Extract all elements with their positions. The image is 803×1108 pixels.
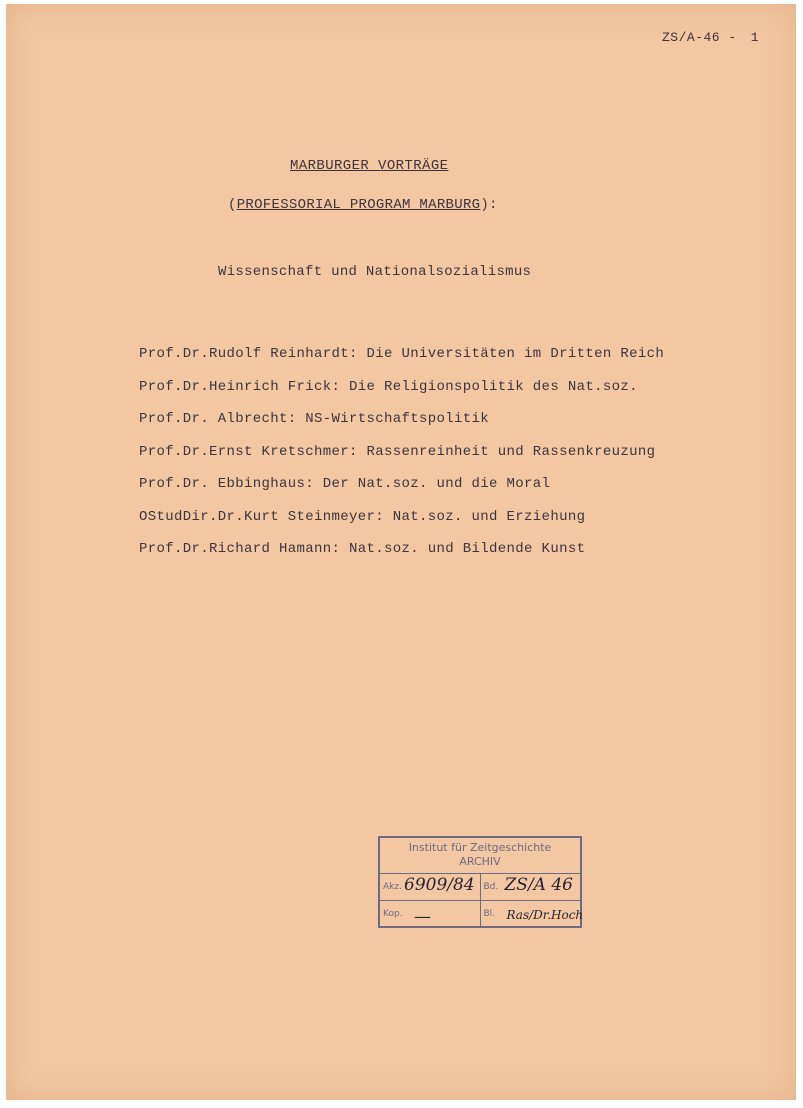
lecture-item: OStudDir.Dr.Kurt Steinmeyer: Nat.soz. und Erziehung — [139, 508, 586, 525]
lecture-item: Prof.Dr. Albrecht: NS-Wirtschaftspolitik — [139, 411, 490, 427]
lecture-item: Prof.Dr.Ernst Kretschmer: Rassenreinheit und Rassenkreuzung — [139, 443, 656, 460]
stamp-bl-label: Bl. — [483, 909, 496, 919]
stamp-akz-value: 6909/84 — [404, 875, 475, 895]
document-title: MARBURGER VORTRÄGE — [290, 158, 449, 174]
lecture-item: Prof.Dr.Richard Hamann: Nat.soz. und Bildende Kunst — [139, 541, 586, 557]
archive-stamp — [378, 836, 582, 928]
stamp-kop-label: Kop. — [383, 909, 403, 919]
stamp-bd-value: ZS/A 46 — [504, 875, 573, 895]
stamp-kop-cell — [380, 901, 480, 927]
stamp-institute: Institut für Zeitgeschichte — [408, 841, 552, 854]
stamp-kop-value: — — [414, 907, 431, 927]
subtitle-close: ): — [480, 197, 498, 213]
stamp-archive: ARCHIV — [459, 855, 501, 868]
lecture-item: Prof.Dr.Heinrich Frick: Die Religionspolitik des Nat.soz. — [139, 378, 638, 395]
page-number: 1 — [750, 30, 760, 45]
subtitle-text: PROFESSORIAL PROGRAM MARBURG — [236, 197, 481, 213]
subtitle-open: ( — [228, 197, 237, 213]
reference-code: ZS/A-46 - — [662, 30, 737, 45]
stamp-akz-label: Akz. — [383, 882, 402, 892]
stamp-header — [380, 838, 580, 874]
stamp-akz-cell — [380, 874, 480, 900]
document-theme: Wissenschaft und Nationalsozialismus — [218, 264, 532, 280]
stamp-bl-value: Ras/Dr.Hoch — [506, 908, 584, 922]
stamp-row-akz — [380, 874, 580, 901]
document-page — [6, 4, 796, 1100]
lecture-item: Prof.Dr.Rudolf Reinhardt: Die Universitäten im Dritten Reich — [139, 346, 665, 362]
stamp-row-kop — [380, 901, 584, 927]
stamp-bd-label: Bd. — [483, 882, 499, 892]
archive-reference — [662, 30, 759, 45]
stamp-bl-cell — [480, 901, 584, 927]
document-subtitle — [228, 197, 498, 213]
lecture-item: Prof.Dr. Ebbinghaus: Der Nat.soz. und die Moral — [139, 476, 551, 492]
stamp-bd-cell — [480, 874, 581, 900]
lecture-list — [139, 345, 664, 573]
